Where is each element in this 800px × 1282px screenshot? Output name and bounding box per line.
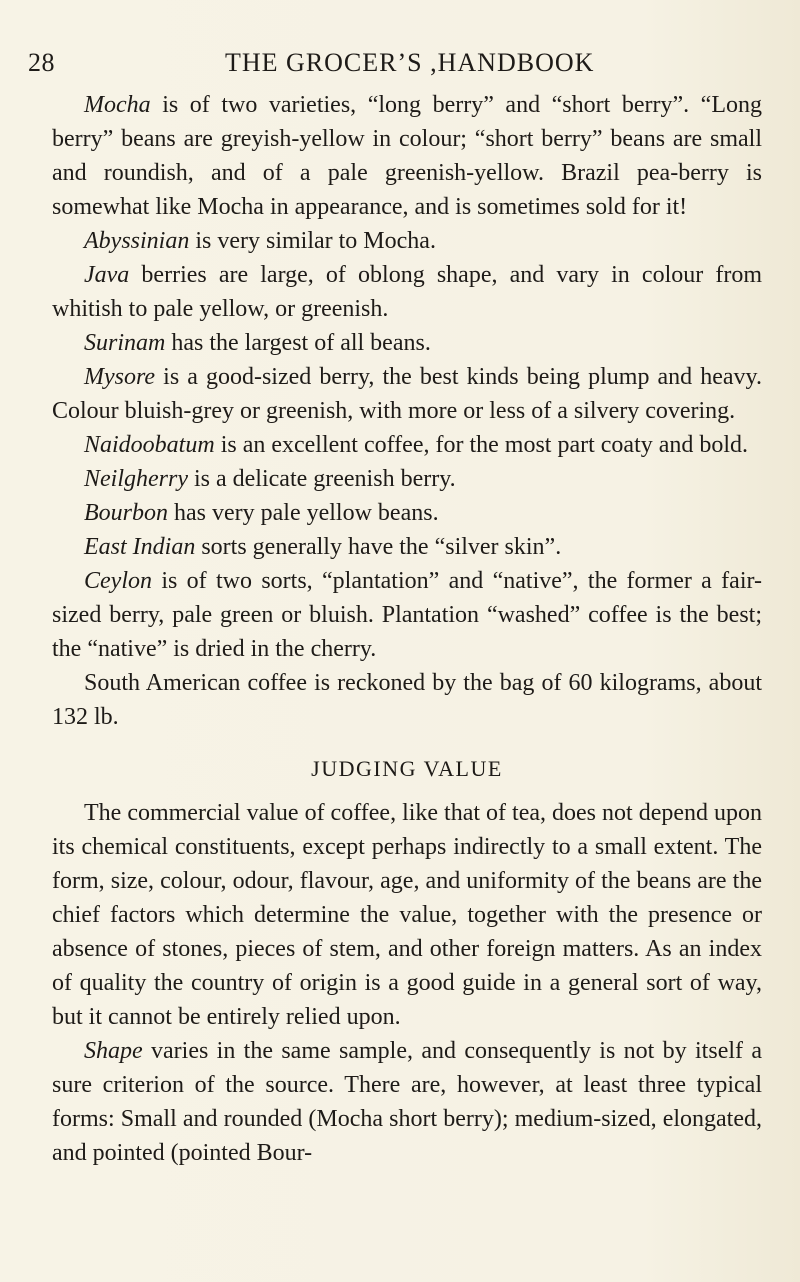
running-title: THE GROCER’S ,HANDBOOK [225, 48, 595, 77]
term-ceylon: Ceylon [84, 568, 152, 594]
paragraph-judging-value: The commercial value of coffee, like that of tea, does not depend upon its chemical constituents, except perhaps indirectly to a small extent. The form, size, colour, odour, flavour, age, and uniformity of the beans are the chief factors which determine the value, together with the presence or absence of stones, pieces of stem, and other foreign matters. As an index of quality the country of origin is a good guide in a general sort of way, but it cannot be entirely relied upon. [52, 800, 762, 1030]
paragraph-neilgherry-text: is a delicate greenish berry. [187, 466, 456, 492]
paragraph-abyssinian-text: is very similar to Mocha. [189, 228, 436, 254]
paragraph-ceylon-text: is of two sorts, “plantation” and “native”, the former a fair-sized berry, pale green or bluish. Plantation “washed” coffee is the best; the “native” is dried in the cherry. [52, 568, 762, 662]
paragraph-abyssinian [52, 224, 762, 258]
paragraph-java [52, 258, 762, 326]
page-number: 28 [28, 48, 55, 77]
paragraph-bourbon-text: has very pale yellow beans. [168, 500, 439, 526]
paragraph-ceylon [52, 564, 762, 666]
paragraph-java-text: berries are large, of oblong shape, and vary in colour from whitish to pale yellow, or greenish. [52, 262, 762, 322]
paragraph-bourbon [52, 496, 762, 530]
term-east-indian: East Indian [84, 534, 196, 560]
paragraph-east-indian-text: sorts generally have the “silver skin”. [195, 534, 562, 560]
paragraph-south-american: South American coffee is reckoned by the bag of 60 kilograms, about 132 lb. [52, 670, 762, 730]
paragraph-surinam-text: has the largest of all beans. [165, 330, 431, 356]
term-abyssinian: Abyssinian [84, 228, 190, 254]
paragraph-east-indian [52, 530, 762, 564]
term-surinam: Surinam [84, 330, 166, 356]
section-heading: JUDGING VALUE [311, 756, 503, 781]
paragraph-shape-text: varies in the same sample, and consequently is not by itself a sure criterion of the source. There are, however, at least three typical forms: Small and rounded (Mocha short berry); medium-sized, elongated, and pointed (pointed Bour- [52, 1038, 762, 1166]
paragraph-mocha-text: is of two varieties, “long berry” and “short berry”. “Long berry” beans are greyish-yellow in colour; “short berry” beans are small and roundish, and of a pale greenish-yellow. Brazil pea-berry is somewhat like Mocha in appearance, and is sometimes sold for it! [52, 92, 762, 220]
page-header [0, 48, 800, 88]
paragraph-mysore [52, 360, 762, 428]
page-body [52, 88, 762, 1170]
term-mocha: Mocha [84, 92, 151, 118]
term-naidoobatum: Naidoobatum [84, 432, 215, 458]
paragraph-naidoobatum [52, 428, 762, 462]
paragraph-shape [52, 1034, 762, 1170]
paragraph-neilgherry [52, 462, 762, 496]
term-mysore: Mysore [84, 364, 156, 390]
term-java: Java [84, 262, 130, 288]
paragraph-surinam [52, 326, 762, 360]
term-bourbon: Bourbon [84, 500, 168, 526]
term-neilgherry: Neilgherry [84, 466, 188, 492]
term-shape: Shape [84, 1038, 143, 1064]
paragraph-mocha [52, 88, 762, 224]
paragraph-mysore-text: is a good-sized berry, the best kinds being plump and heavy. Colour bluish-grey or greenish, with more or less of a silvery covering. [52, 364, 762, 424]
paragraph-naidoobatum-text: is an excellent coffee, for the most part coaty and bold. [214, 432, 749, 458]
